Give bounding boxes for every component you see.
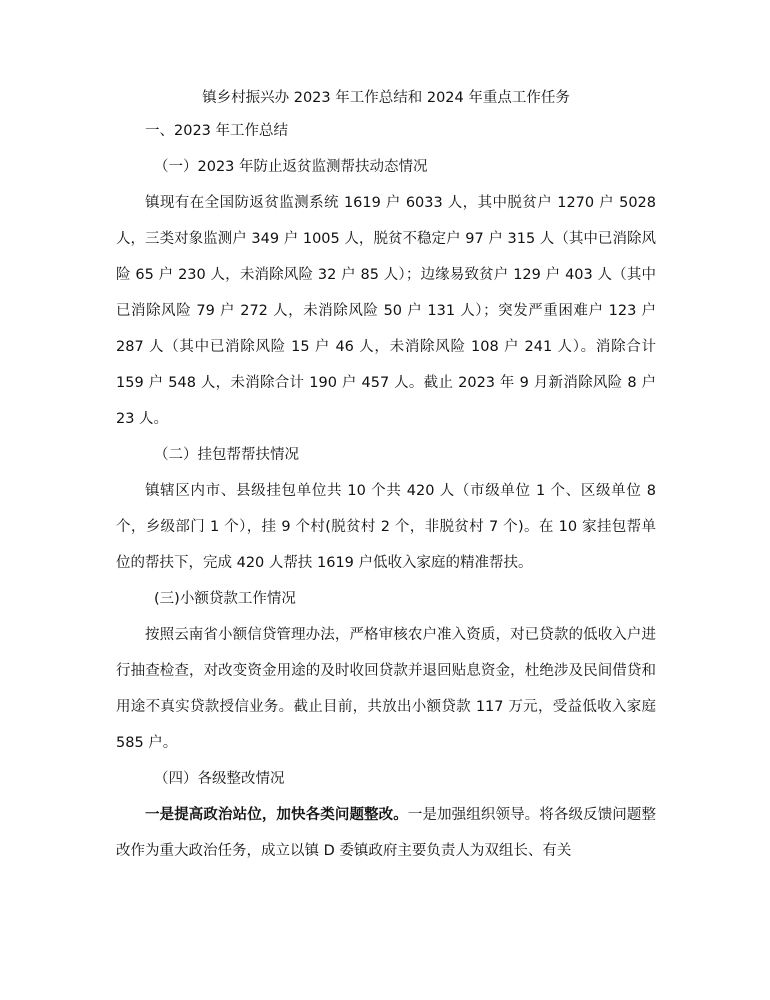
- paragraph-monitoring: 镇现有在全国防返贫监测系统 1619 户 6033 人，其中脱贫户 1270 户 5028 人，三类对象监测户 349 户 1005 人，脱贫不稳定户 97 户 315 人（其中已消除风险 65 户 230 人，未消除风险 32 户 85 人）；边缘易致贫户 129 户 403 人（其中已消除风险 79 户 272 人，未消除风险 50 户 131 人）；突发严重困难户 123 户 287 人（其中已消除风险 15 户 46 人，未消除风险 108 户 241 人）。消除合计 159 户 548 人，未消除合计 190 户 457 人。截止 2023 年 9 月新消除风险 8 户 23 人。: [116, 195, 656, 427]
- subsection-heading-microloans: (三)小额贷款工作情况: [154, 591, 296, 607]
- subsection-heading-monitoring: （一）2023 年防止返贫监测帮扶动态情况: [154, 159, 428, 175]
- paragraph-microloans: 按照云南省小额信贷管理办法，严格审核农户准入资质，对已贷款的低收入户进行抽查检查，对改变资金用途的及时收回贷款并退回贴息资金，杜绝涉及民间借贷和用途不真实贷款授信业务。截止目前，共放出小额贷款 117 万元，受益低收入家庭 585 户。: [116, 627, 656, 751]
- paragraph-rectification-body: 一是加强组织领导。将各级反馈问题整改作为重大政治任务，成立以镇 D 委镇政府主要负责人为双组长、有关: [116, 807, 657, 859]
- document-title: 镇乡村振兴办 2023 年工作总结和 2024 年重点工作任务: [202, 90, 570, 106]
- document-page: [116, 86, 656, 869]
- paragraph-rectification: [116, 797, 656, 869]
- subsection-heading-rectification: （四）各级整改情况: [154, 771, 285, 787]
- section-heading-work-summary: 一、2023 年工作总结: [145, 123, 289, 139]
- paragraph-rectification-lead: 一是提高政治站位，加快各类问题整改。: [145, 807, 408, 823]
- paragraph-assistance: 镇辖区内市、县级挂包单位共 10 个共 420 人（市级单位 1 个、区级单位 8 个，乡级部门 1 个），挂 9 个村(脱贫村 2 个，非脱贫村 7 个)。在 10 家挂包帮单位的帮扶下，完成 420 人帮扶 1619 户低收入家庭的精准帮扶。: [116, 483, 656, 571]
- subsection-heading-assistance: （二）挂包帮帮扶情况: [154, 447, 299, 463]
